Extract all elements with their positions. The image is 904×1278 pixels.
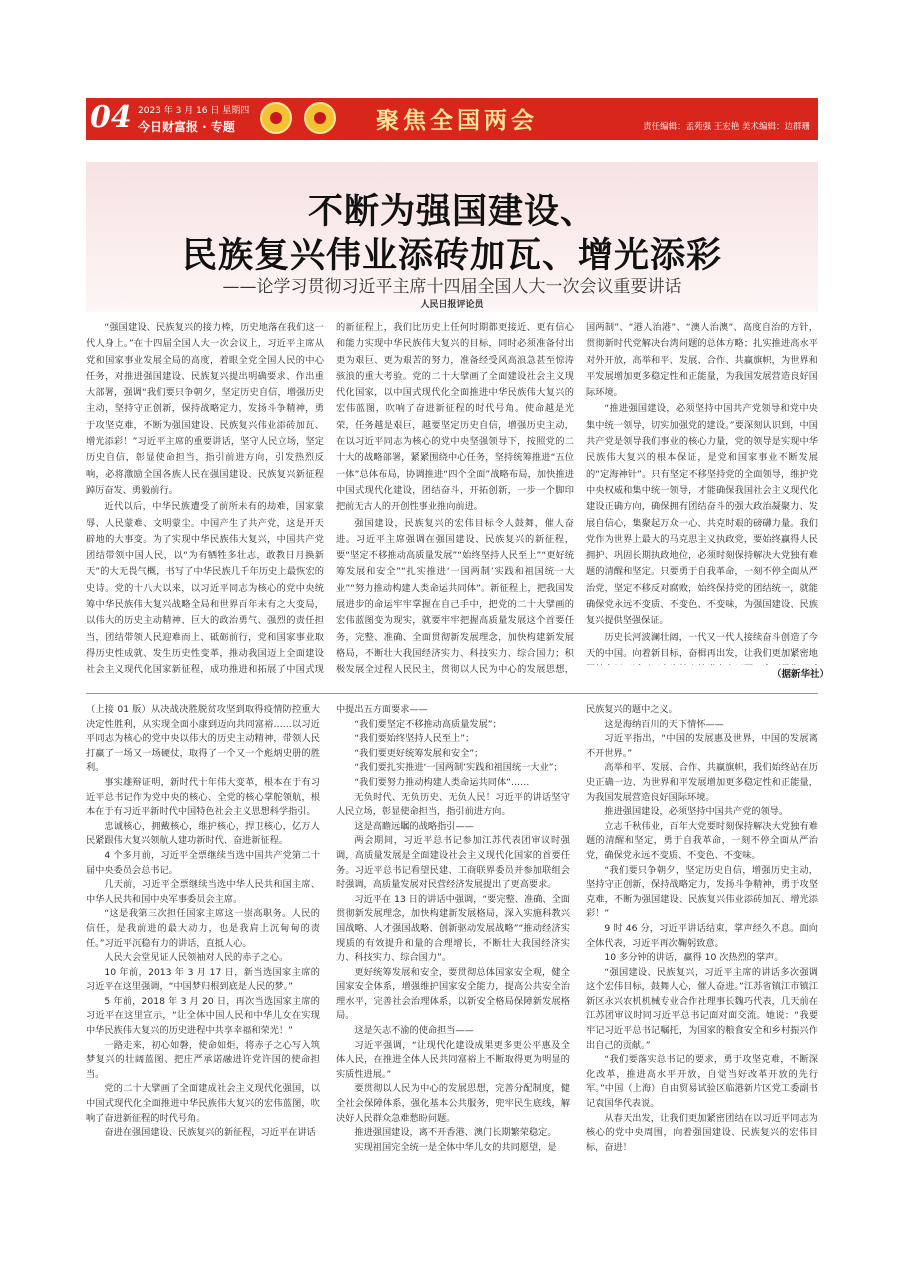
- article-column-1: [86, 320, 324, 675]
- paragraph: 近代以后，中华民族遭受了前所未有的劫难，国家蒙辱、人民蒙难、文明蒙尘。中国产生了共产党，这是开天辟地的大事变。为了实现中华民族伟大复兴，中国共产党团结带领中国人民，以“为有牺牲多壮志，敢教日月换新天”的大无畏气概，书写了中华民族几千年历史上最恢宏的史诗。党的十八大以来，以习近平同志为核心的党中央统筹中华民族伟大复兴战略全局和世界百年未有之大变局，以伟大的历史主动精神、巨大的政治勇气、强烈的责任担当，团结带领人民迎难而上、砥砺前行，党和国家事业取得历史性成就、发生历史性变革，推动我国迈上全面建设社会主义现代化国家新征程，成功推进和拓展了中国式现: [86, 501, 324, 675]
- article-column-3: [586, 320, 818, 665]
- paragraph: 10 多分钟的讲话，赢得 10 次热烈的掌声。: [604, 952, 784, 964]
- paragraph: “我们要扎实推进‘一国两制’实践和祖国统一大业”；: [354, 762, 563, 774]
- paragraph: 更好统筹发展和安全，要贯彻总体国家安全观，健全国家安全体系，增强维护国家安全能力，提高公共安全治理水平，完善社会治理体系，以新安全格局保障新发展格局。: [336, 966, 570, 1022]
- issue-date: 2023 年 3 月 16 日 星期四: [138, 106, 250, 116]
- cppcc-emblem-icon: [304, 102, 336, 134]
- paragraph: （上接 01 版）从决战决胜脱贫攻坚到取得疫情防控重大决定性胜利，从实现全面小康到迈向共同富裕……以习近平同志为核心的党中央以伟大的历史主动精神，带领人民打赢了一场又一场硬仗，取得了一个又一个彪炳史册的胜利。: [86, 704, 320, 774]
- subtitle: ——论学习贯彻习近平主席十四届全国人大一次会议重要讲话: [222, 277, 682, 297]
- headline-block: [86, 162, 818, 312]
- paragraph: 国两制”、“港人治港”、“澳人治澳”、高度自治的方针，贯彻新时代党解决台湾问题的总体方略；扎实推进高水平对外开放，高举和平、发展、合作、共赢旗帜，为世界和平发展增加更多稳定性和正能量，为我国发展营造良好国际环境。: [586, 322, 818, 399]
- paragraph: “我们要只争朝夕，坚定历史自信，增强历史主动，坚持守正创新，保持战略定力，发扬斗争精神，勇于攻坚克难，不断为强国建设、民族复兴伟业添砖加瓦、增光添彩！”: [586, 864, 818, 920]
- paragraph: “这是我第三次担任国家主席这一崇高职务。人民的信任，是我前进的最大动力，也是我肩上沉甸甸的责任。”习近平沉稳有力的讲话，直抵人心。: [86, 908, 320, 949]
- article-column-2: [336, 320, 574, 675]
- paragraph: 中提出五方面要求——: [336, 704, 428, 715]
- paragraph: 立志千秋伟业，百年大党要时刻保持解决大党独有难题的清醒和坚定，勇于自我革命，一刻不停全面从严治党，确保党永远不变质、不变色、不变味。: [586, 820, 818, 861]
- paragraph: 奋进在强国建设、民族复兴的新征程，习近平在讲话: [104, 1127, 316, 1139]
- paragraph: 无负时代、无负历史、无负人民！习近平的讲话坚守人民立场，彰显使命担当，指引前进方向。: [336, 791, 570, 818]
- paragraph: 习近平在 13 日的讲话中强调，“要完整、准确、全面贯彻新发展理念，加快构建新发展格局，深入实施科教兴国战略、人才强国战略、创新驱动发展战略”“推动经济实现质的有效提升和量的合理增长，不断壮大我国经济实力、科技实力、综合国力”。: [336, 893, 570, 964]
- paragraph: 习近平强调，“让现代化建设成果更多更公平惠及全体人民，在推进全体人民共同富裕上不断取得更为明显的实质性进展。”: [336, 1039, 570, 1080]
- continued-column-3: [586, 703, 818, 1253]
- paragraph: 两会期间，习近平总书记参加江苏代表团审议时强调，高质量发展是全面建设社会主义现代化国家的首要任务。习近平总书记看望民建、工商联界委员并参加联组会时强调，高质量发展对民营经济发展提出了更高要求。: [336, 835, 570, 891]
- paragraph: 9 时 46 分，习近平讲话结束，掌声经久不息。面向全体代表，习近平再次鞠躬致意。: [586, 922, 818, 949]
- paragraph: 民族复兴的题中之义。: [586, 704, 678, 715]
- paragraph: 10 年前，2013 年 3 月 17 日，新当选国家主席的习近平在这里强调，“中国梦归根到底是人民的梦。”: [86, 966, 320, 993]
- headline-line-1: 不断为强国建设、: [307, 192, 596, 232]
- section-divider: [86, 693, 818, 694]
- paragraph: “强国建设、民族复兴的接力棒，历史地落在我们这一代人身上。”在十四届全国人大一次会议上，习近平主席从党和国家事业发展全局的高度，着眼全党全国人民的中心任务，对推进强国建设、民族复兴提出明确要求、作出重大部署，强调“我们要只争朝夕，坚定历史自信，增强历史主动，坚持守正创新，保持战略定力，发扬斗争精神，勇于攻坚克难，不断为强国建设、民族复兴伟业添砖加瓦、增光添彩！”习近平主席的重要讲话，坚守人民立场，坚定历史自信，彰显使命担当，指引前进方向，引发热烈反响，必将激励全国各族人民在强国建设、民族复兴新征程踔厉奋发、勇毅前行。: [86, 322, 324, 496]
- paragraph: “我们要始终坚持人民至上”；: [354, 733, 475, 745]
- paragraph: 高举和平、发展、合作、共赢旗帜，我们始终站在历史正确一边、为世界和平发展增加更多稳定性和正能量，为我国发展营造良好国际环境。: [586, 762, 818, 803]
- continued-column-1: [86, 703, 320, 1253]
- national-emblem-icon: [260, 102, 292, 134]
- paragraph: 人民大会堂见证人民领袖对人民的赤子之心。: [104, 952, 289, 964]
- paragraph: “强国建设、民族复兴，习近平主席的讲话多次强调这个宏伟目标，鼓舞人心，催人奋进。”江苏省镇江市镇江新区永兴农机机械专业合作社理事长魏巧代表，几天前在江苏团审议时同习近平总书记面对面交流。她说：“我要牢记习近平总书记嘱托，为国家的粮食安全和乡村振兴作出自己的贡献。”: [586, 966, 818, 1051]
- byline: 人民日报评论员: [420, 300, 484, 310]
- paragraph: “我们要坚定不移推动高质量发展”；: [354, 718, 502, 730]
- paragraph: “我们要更好统筹发展和安全”；: [354, 747, 484, 759]
- headline-line-2: 民族复兴伟业添砖加瓦、增光添彩: [181, 236, 722, 276]
- paragraph: 的新征程上，我们比历史上任何时期都更接近、更有信心和能力实现中华民族伟大复兴的目标，同时必须准备付出更为艰巨、更为艰苦的努力，准备经受风高浪急甚至惊涛骇浪的重大考验。党的二十大擘画了全面建设社会主义现代化国家，以中国式现代化全面推进中华民族伟大复兴的宏伟蓝图，吹响了奋进新征程的时代号角。使命越是光荣，任务越是艰巨，越要坚定历史自信，增强历史主动，在以习近平同志为核心的党中央坚强领导下，按照党的二十大的战略部署，紧紧围绕中心任务，坚持统筹推进“五位一体”总体布局，协调推进“四个全面”战略布局，加快推进中国式现代化建设，团结奋斗，开拓创新，一步一个脚印把前无古人的开创性事业推向前进。: [336, 322, 574, 513]
- paper-name: 今日财富报 · 专题: [138, 120, 235, 134]
- paragraph: 推进强国建设，必须坚持中国共产党的领导。: [604, 806, 789, 818]
- paragraph: 几天前，习近平全票继续当选中华人民共和国主席、中华人民共和国中央军事委员会主席。: [86, 879, 320, 905]
- paragraph: 党的二十大擘画了全面建成社会主义现代化强国，以中国式现代化全面推进中华民族伟大复兴的宏伟蓝图，吹响了奋进新征程的时代号角。: [86, 1083, 320, 1124]
- paragraph: 一路走来，初心如磐，使命如炬，将赤子之心写入筑梦复兴的壮阔蓝图、把庄严承诺融进许党许国的使命担当。: [86, 1039, 320, 1080]
- page-number: 04: [90, 100, 132, 135]
- paragraph: 4 个多月前，习近平全票继续当选中国共产党第二十届中央委员会总书记。: [86, 849, 320, 876]
- paragraph: 这是海纳百川的天下情怀——: [604, 718, 724, 730]
- paragraph: 习近平指出，“中国的发展惠及世界，中国的发展离不开世界。”: [586, 733, 818, 759]
- paragraph: 事实雄辩证明，新时代十年伟大变革，根本在于有习近平总书记作为党中央的核心、全党的核心掌舵领航，根本在于有习近平新时代中国特色社会主义思想科学指引。: [86, 776, 320, 818]
- paragraph: 强国建设，民族复兴的宏伟目标令人鼓舞，催人奋进。习近平主席强调在强国建设、民族复兴的新征程，要“坚定不移推动高质量发展”“始终坚持人民至上”“更好统筹发展和安全”“扎实推进‘一国两制’实践和祖国统一大业”“努力推动构建人类命运共同体”。新征程上，把我国发展进步的命运牢牢掌握在自己手中，把党的二十大擘画的宏伟蓝图变为现实，就要牢牢把握高质量发展这个首要任务，完整、准确、全面贯彻新发展理念，加快构建新发展格局，不断壮大我国经济实力、科技实力、综合国力；积极发展全过程人民民主，贯彻以人民为中心的发展思想，: [336, 517, 574, 675]
- paragraph: 历史长河波澜壮阔，一代又一代人接续奋斗创造了今天的中国。向着新目标，奋楫再出发，让我们更加紧密地: [586, 631, 818, 659]
- editors-line: 责任编辑：孟苑强 王宏艳 美术编辑：边群珊: [643, 122, 810, 132]
- paragraph: “我们要落实总书记的要求，勇于攻坚克难，不断深化改革，推进高水平开放，自觉当好改革开放的先行军。”中国（上海）自由贸易试验区临港新片区党工委副书记袁国华代表说。: [586, 1054, 818, 1110]
- page-header: [86, 98, 818, 140]
- paragraph: 实现祖国完全统一是全体中华儿女的共同愿望，是: [354, 1141, 557, 1153]
- paragraph: “推进强国建设，必须坚持中国共产党领导和党中央集中统一领导，切实加强党的建设。”要深刻认识到，中国共产党是领导我们事业的核心力量，党的领导是实现中华民族伟大复兴的根本保证，是党和国家事业不断发展的“定海神针”。只有坚定不移坚持党的全面领导，维护党中央权威和集中统一领导，才能确保我国社会主义现代化建设正确方向，确保拥有团结奋斗的强大政治凝聚力、发展自信心，集聚起万众一心、共克时艰的磅礴力量。我们党作为世界上最大的马克思主义执政党，要始终赢得人民拥护、巩固长期执政地位，必须时刻保持解决大党独有难题的清醒和坚定。只要勇于自我革命，一刻不停全面从严治党，坚定不移反对腐败，始终保持党的团结统一，就能确保党永远不变质、不变色、不变味，为强国建设、民族复兴提供坚强保证。: [586, 403, 818, 627]
- paragraph: 忠诚核心，拥戴核心，维护核心，捍卫核心，亿万人民紧跟伟大复兴领航人建功新时代、奋进新征程。: [86, 820, 320, 847]
- paragraph: 5 年前，2018 年 3 月 20 日，再次当选国家主席的习近平在这里宣示，“让全体中国人民和中华儿女在实现中华民族伟大复兴的历史进程中共享幸福和荣光！”: [86, 995, 320, 1037]
- paragraph: 这是矢志不渝的使命担当——: [354, 1025, 474, 1037]
- paragraph: “我们要努力推动构建人类命运共同体”……: [354, 776, 530, 788]
- section-title: 聚焦全国两会: [376, 107, 538, 134]
- source-credit: （据新华社）: [772, 669, 830, 680]
- paragraph: 推进强国建设，离不开香港、澳门长期繁荣稳定。: [354, 1127, 557, 1139]
- continued-column-2: [336, 703, 570, 1253]
- paragraph: 要贯彻以人民为中心的发展思想，完善分配制度，健全社会保障体系，强化基本公共服务，兜牢民生底线，解决好人民群众急难愁盼问题。: [336, 1083, 570, 1124]
- paragraph: 这是高瞻远瞩的战略指引——: [354, 820, 474, 832]
- paragraph: 从春天出发，让我们更加紧密团结在以习近平同志为核心的党中央周围，向着强国建设、民族复兴的宏伟目标，奋进！: [586, 1112, 818, 1153]
